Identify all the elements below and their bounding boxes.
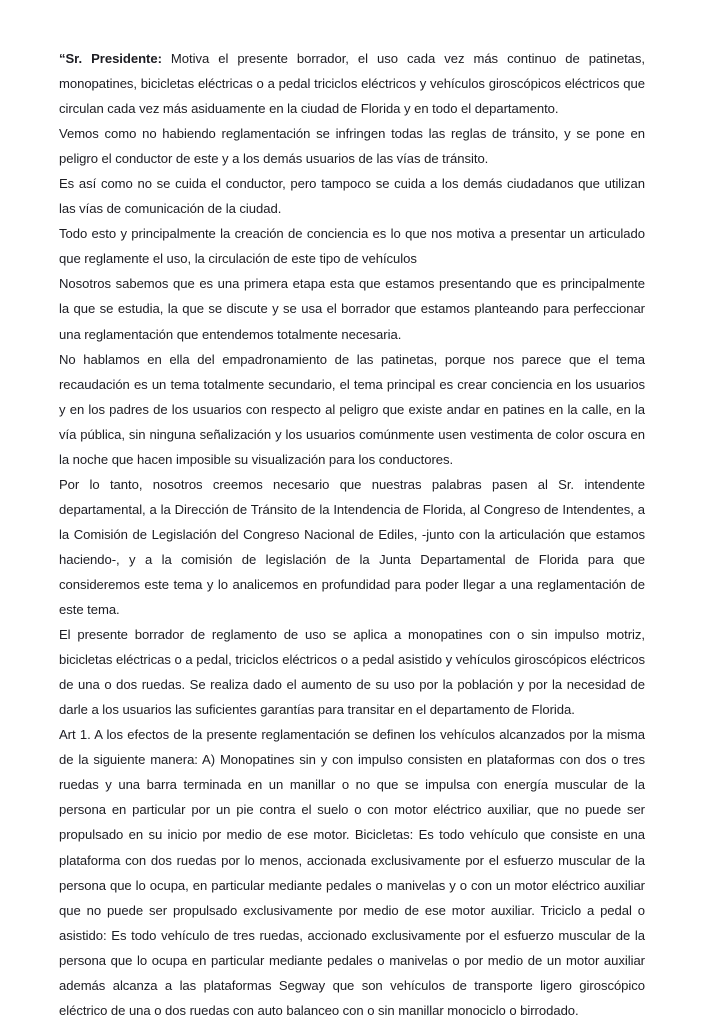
paragraph-sr-presidente xyxy=(59,46,645,121)
paragraph-nosotros-sabemos: Nosotros sabemos que es una primera etapa esta que estamos presentando que es principalmente la que se estudia, la que se discute y se usa el borrador que estamos planteando para perfeccionar una reglamentación que entendemos totalmente necesaria. xyxy=(59,276,645,342)
paragraph-es-asi: Es así como no se cuida el conductor, pero tampoco se cuida a los demás ciudadanos que utilizan las vías de comunicación de la ciudad. xyxy=(59,176,645,217)
paragraph-art-1: Art 1. A los efectos de la presente reglamentación se definen los vehículos alcanzados por la misma de la siguiente manera: A) Monopatines sin y con impulso consisten en plataformas con dos o tres ruedas y una barra terminada en un manillar o no que se impulsa con energía muscular de la persona en particular por un pie contra el suelo o con motor eléctrico auxiliar, que no puede ser propulsado en su inicio por medio de ese motor. Bicicletas: Es todo vehículo que consiste en una plataforma con dos ruedas por lo menos, accionada exclusivamente por el esfuerzo muscular de la persona que lo ocupa, en particular mediante pedales o manivelas y o con un motor eléctrico auxiliar que no puede ser propulsado exclusivamente por medio de ese motor auxiliar. Triciclo a pedal o asistido: Es todo vehículo de tres ruedas, accionado exclusivamente por el esfuerzo muscular de la persona que lo ocupa en particular mediante pedales o manivelas o por medio de un motor auxiliar además alcanza a las plataformas Segway que son vehículos de transporte ligero giroscópico eléctrico de una o dos ruedas con auto balanceo con o sin manillar monociclo o birrodado. xyxy=(59,727,645,1018)
paragraph-todo-esto: Todo esto y principalmente la creación de conciencia es lo que nos motiva a presentar un articulado que reglamente el uso, la circulación de este tipo de vehículos xyxy=(59,226,645,267)
paragraph-vemos: Vemos como no habiendo reglamentación se infringen todas las reglas de tránsito, y se pone en peligro el conductor de este y a los demás usuarios de las vías de tránsito. xyxy=(59,126,645,167)
paragraph-text: Motiva el presente borrador, el uso cada vez más continuo de patinetas, monopatines, bicicletas eléctricas o a pedal triciclos eléctricos y vehículos giroscópicos eléctricos que circulan cada vez más asiduamente en la ciudad de Florida y en todo el departamento. xyxy=(59,51,645,117)
paragraph-el-presente-borrador: El presente borrador de reglamento de uso se aplica a monopatines con o sin impulso motriz, bicicletas eléctricas o a pedal, triciclos eléctricos o a pedal asistido y vehículos giroscópicos eléctricos de una o dos ruedas. Se realiza dado el aumento de su uso por la población y por la necesidad de darle a los usuarios las suficientes garantías para transitar en el departamento de Florida. xyxy=(59,627,645,718)
paragraph-por-lo-tanto: Por lo tanto, nosotros creemos necesario que nuestras palabras pasen al Sr. intendente departamental, a la Dirección de Tránsito de la Intendencia de Florida, al Congreso de Intendentes, a la Comisión de Legislación del Congreso Nacional de Ediles, -junto con la articulación que estamos haciendo-, y a la comisión de legislación de la Junta Departamental de Florida para que consideremos este tema y lo analicemos en profundidad para poder llegar a una reglamentación de este tema. xyxy=(59,476,645,618)
paragraph-no-hablamos: No hablamos en ella del empadronamiento de las patinetas, porque nos parece que el tema recaudación es un tema totalmente secundario, el tema principal es crear conciencia en los usuarios y en los padres de los usuarios con respecto al peligro que existe andar en patines en la calle, en la vía pública, sin ninguna señalización y los usuarios comúnmente usen vestimenta de color oscura en la noche que hacen imposible su visualización para los conductores. xyxy=(59,351,645,467)
document-text-body xyxy=(59,46,645,1023)
speaker-label: “Sr. Presidente: xyxy=(59,51,162,66)
